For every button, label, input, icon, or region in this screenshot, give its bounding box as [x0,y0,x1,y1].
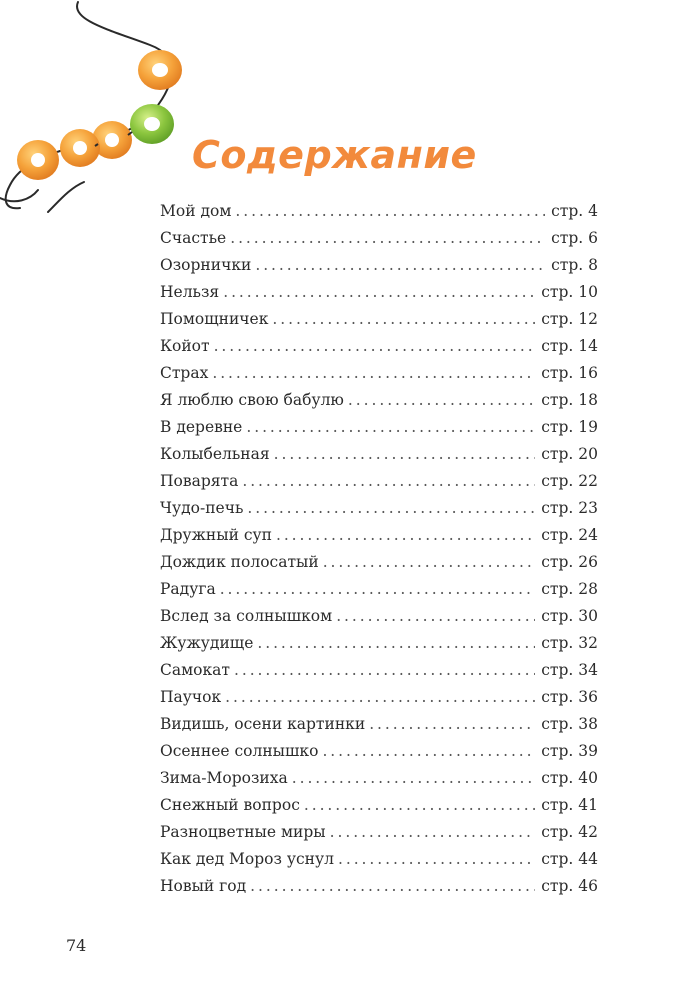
toc-entry-title: Осеннее солнышко [160,742,319,760]
toc-leader-dots [220,580,536,598]
toc-entry [160,418,598,445]
toc-entry-page: стр. 4 [551,202,598,220]
toc-entry-title: Поварята [160,472,239,490]
toc-entry-title: Зима-Морозиха [160,769,288,787]
green-ring [130,104,174,144]
toc-entry-title: Паучок [160,688,222,706]
toc-leader-dots [225,688,535,706]
toc-entry-page: стр. 14 [541,337,598,355]
toc-entry [160,256,598,283]
toc-leader-dots [212,364,535,382]
toc-leader-dots [330,823,536,841]
toc-leader-dots [235,202,545,220]
cereal-rings-string-icon [0,0,220,230]
toc-entry-title: Колыбельная [160,445,270,463]
toc-leader-dots [276,526,535,544]
toc-entry-page: стр. 19 [541,418,598,436]
toc-entry-title: Вслед за солнышком [160,607,333,625]
toc-entry [160,337,598,364]
toc-entry [160,391,598,418]
toc-entry [160,580,598,607]
toc-entry [160,310,598,337]
toc-entry-page: стр. 8 [551,256,598,274]
toc-entry-page: стр. 28 [541,580,598,598]
toc-leader-dots [234,661,535,679]
toc-entry [160,526,598,553]
toc-leader-dots [292,769,535,787]
toc-entry-page: стр. 26 [541,553,598,571]
table-of-contents [160,202,598,904]
toc-entry [160,445,598,472]
toc-entry [160,634,598,661]
toc-entry [160,850,598,877]
toc-entry-title: Дружный суп [160,526,272,544]
page-number: 74 [66,936,87,955]
toc-entry [160,742,598,769]
toc-entry-title: Разноцветные миры [160,823,326,841]
toc-entry-title: Чудо-печь [160,499,244,517]
toc-leader-dots [322,742,535,760]
orange-ring-top [138,50,182,90]
toc-entry [160,607,598,634]
toc-entry-page: стр. 32 [541,634,598,652]
toc-leader-dots [223,283,535,301]
toc-entry-title: Видишь, осени картинки [160,715,366,733]
toc-entry-title: Снежный вопрос [160,796,300,814]
toc-entry [160,796,598,823]
toc-entry-page: стр. 39 [541,742,598,760]
toc-entry-title: Как дед Мороз уснул [160,850,334,868]
toc-entry [160,229,598,256]
toc-leader-dots [242,472,535,490]
toc-entry [160,688,598,715]
toc-entry-title: Радуга [160,580,216,598]
toc-entry-title: В деревне [160,418,243,436]
toc-entry-title: Озорнички [160,256,252,274]
toc-entry-page: стр. 42 [541,823,598,841]
toc-entry-page: стр. 40 [541,769,598,787]
toc-entry-title: Нельзя [160,283,220,301]
toc-leader-dots [323,553,536,571]
toc-entry-title: Самокат [160,661,230,679]
toc-entry-page: стр. 20 [541,445,598,463]
toc-entry-page: стр. 10 [541,283,598,301]
toc-entry-title: Новый год [160,877,247,895]
toc-entry-title: Мой дом [160,202,232,220]
toc-leader-dots [336,607,535,625]
toc-leader-dots [247,499,535,517]
toc-entry-page: стр. 12 [541,310,598,328]
toc-entry [160,661,598,688]
toc-leader-dots [246,418,535,436]
toc-entry-title: Дождик полосатый [160,553,319,571]
toc-entry [160,472,598,499]
toc-entry-page: стр. 22 [541,472,598,490]
toc-entry-page: стр. 18 [541,391,598,409]
toc-entry-title: Я люблю свою бабулю [160,391,344,409]
toc-leader-dots [369,715,535,733]
toc-entry-page: стр. 46 [541,877,598,895]
toc-entry-page: стр. 16 [541,364,598,382]
toc-leader-dots [250,877,535,895]
toc-entry [160,553,598,580]
page-title: Содержание [192,133,477,177]
toc-entry-page: стр. 24 [541,526,598,544]
toc-entry [160,283,598,310]
toc-leader-dots [304,796,535,814]
toc-leader-dots [274,445,536,463]
toc-leader-dots [338,850,535,868]
toc-entry-title: Жужудище [160,634,254,652]
toc-leader-dots [348,391,535,409]
toc-entry-page: стр. 44 [541,850,598,868]
orange-ring-left [17,140,59,180]
toc-entry-page: стр. 38 [541,715,598,733]
toc-entry-title: Койот [160,337,210,355]
toc-entry-page: стр. 41 [541,796,598,814]
toc-entry [160,499,598,526]
toc-entry-page: стр. 34 [541,661,598,679]
toc-entry [160,877,598,904]
toc-entry [160,823,598,850]
toc-entry [160,769,598,796]
toc-entry-page: стр. 30 [541,607,598,625]
toc-leader-dots [214,337,536,355]
toc-entry-page: стр. 6 [551,229,598,247]
orange-ring-middle [60,129,100,167]
toc-leader-dots [230,229,545,247]
toc-entry-page: стр. 36 [541,688,598,706]
toc-entry-title: Страх [160,364,209,382]
toc-entry-title: Счастье [160,229,227,247]
toc-entry [160,202,598,229]
toc-entry [160,715,598,742]
toc-leader-dots [257,634,535,652]
toc-entry-title: Помощничек [160,310,269,328]
toc-leader-dots [255,256,545,274]
toc-entry-page: стр. 23 [541,499,598,517]
toc-leader-dots [272,310,535,328]
toc-entry [160,364,598,391]
